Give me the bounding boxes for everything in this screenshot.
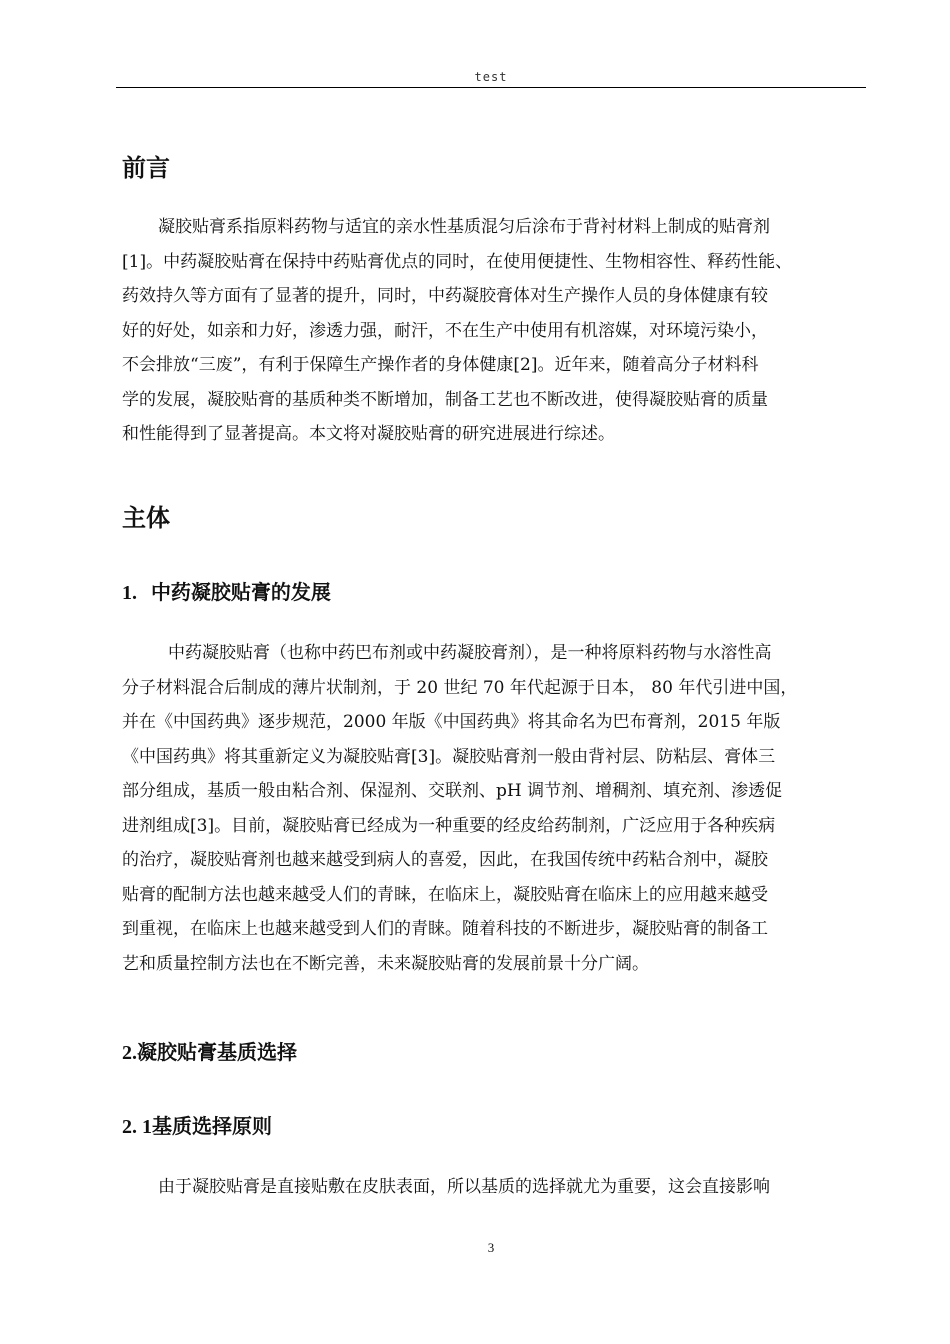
paragraph-line: 进剂组成[3]。目前，凝胶贴膏已经成为一种重要的经皮给药制剂，广泛应用于各种疾病	[122, 815, 776, 836]
preface-paragraph	[122, 210, 867, 452]
paragraph-line: 药效持久等方面有了显著的提升，同时，中药凝胶膏体对生产操作人员的身体健康有较	[122, 286, 768, 306]
section-1-paragraph	[122, 636, 867, 981]
paragraph-line: 由于凝胶贴膏是直接贴敷在皮肤表面，所以基质的选择就尤为重要，这会直接影响	[158, 1177, 770, 1197]
page-header: test	[474, 70, 508, 84]
paragraph-line: 部分组成，基质一般由粘合剂、保湿剂、交联剂、pH 调节剂、增稠剂、填充剂、渗透促	[122, 781, 783, 801]
paragraph-line: 的治疗，凝胶贴膏剂也越来越受到病人的喜爱，因此，在我国传统中药粘合剂中，凝胶	[122, 850, 768, 870]
paragraph-line: 凝胶贴膏系指原料药物与适宜的亲水性基质混匀后涂布于背衬材料上制成的贴膏剂	[158, 217, 770, 237]
paragraph-line: 和性能得到了显著提高。本文将对凝胶贴膏的研究进展进行综述。	[122, 424, 615, 444]
paragraph-line: 贴膏的配制方法也越来越受人们的青睐，在临床上，凝胶贴膏在临床上的应用越来越受	[122, 884, 768, 905]
page-number: 3	[487, 1240, 495, 1255]
section-title: 中药凝胶贴膏的发展	[150, 580, 331, 604]
header-rule	[116, 87, 866, 88]
paragraph-line: 并在《中国药典》逐步规范，2000 年版《中国药典》将其命名为巴布膏剂，2015 年版	[122, 712, 781, 732]
section-title: 凝胶贴膏基质选择	[137, 1040, 297, 1064]
heading-preface: 前言	[122, 154, 170, 182]
paragraph-line: 《中国药典》将其重新定义为凝胶贴膏[3]。凝胶贴膏剂一般由背衬层、防粘层、膏体三	[122, 746, 776, 767]
paragraph-line: 好的好处，如亲和力好，渗透力强，耐汗，不在生产中使用有机溶媒，对环境污染小，	[122, 320, 768, 341]
section-title: 基质选择原则	[152, 1114, 272, 1138]
section-2-1-paragraph	[122, 1170, 867, 1205]
paragraph-line: 学的发展，凝胶贴膏的基质种类不断增加，制备工艺也不断改进，使得凝胶贴膏的质量	[122, 389, 768, 410]
paragraph-line: 不会排放“三废”，有利于保障生产操作者的身体健康[2]。近年来，随着高分子材料科	[122, 355, 759, 375]
section-number: 2.	[122, 1042, 137, 1064]
section-2-heading	[122, 1036, 297, 1065]
section-number: 2. 1	[122, 1116, 152, 1138]
section-number: 1.	[122, 582, 137, 604]
paragraph-line: 艺和质量控制方法也在不断完善，未来凝胶贴膏的发展前景十分广阔。	[122, 953, 649, 974]
heading-main: 主体	[122, 504, 170, 532]
paragraph-line: 中药凝胶贴膏（也称中药巴布剂或中药凝胶膏剂），是一种将原料药物与水溶性高	[168, 643, 772, 663]
paragraph-line: 分子材料混合后制成的薄片状制剂，于 20 世纪 70 年代起源于日本， 80 年代引进中国，	[122, 677, 798, 698]
paragraph-line: [1]。中药凝胶贴膏在保持中药贴膏优点的同时，在使用便捷性、生物相容性、释药性能、	[122, 251, 793, 272]
paragraph-line: 到重视，在临床上也越来越受到人们的青睐。随着科技的不断进步，凝胶贴膏的制备工	[122, 919, 768, 939]
section-1-heading	[122, 576, 331, 605]
section-2-1-heading	[122, 1110, 272, 1139]
